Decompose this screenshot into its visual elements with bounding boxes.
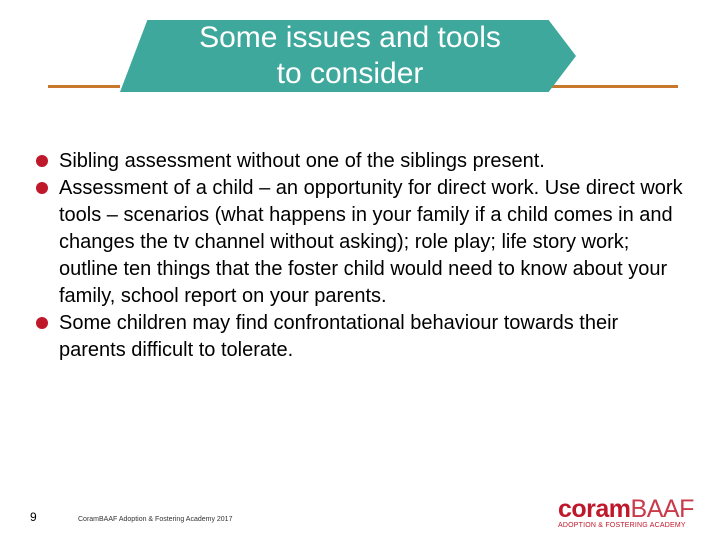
bullet-dot-icon	[36, 317, 48, 329]
logo-wordmark	[558, 496, 694, 522]
title-rule-right	[550, 85, 678, 88]
logo-word-baaf: BAAF	[630, 495, 694, 523]
bullet-dot-icon	[36, 182, 48, 194]
slide-title-line2: to consider	[276, 57, 424, 90]
corambaaf-logo	[558, 495, 694, 530]
bullet-dot-icon	[36, 155, 48, 167]
bullet-list	[36, 148, 686, 364]
page-number: 9	[30, 510, 37, 524]
logo-tagline: ADOPTION & FOSTERING ACADEMY	[558, 522, 686, 529]
footer-copyright: CoramBAAF Adoption & Fostering Academy 2017	[78, 516, 233, 523]
bullet-item	[36, 175, 686, 310]
bullet-text: Assessment of a child – an opportunity for direct work. Use direct work tools – scenarios (what happens in your family if a child comes in and changes the tv channel without asking); role play; life story work; outline ten things that the foster child would need to know about your family, school report on your parents.	[59, 177, 683, 307]
logo-word-coram: coram	[558, 495, 631, 523]
slide-title-line1: Some issues and tools	[199, 21, 501, 54]
title-rule-left	[48, 85, 120, 88]
bullet-text: Sibling assessment without one of the siblings present.	[59, 150, 545, 172]
bullet-text: Some children may find confrontational behaviour towards their parents difficult to tolerate.	[59, 312, 619, 361]
bullet-item	[36, 148, 686, 175]
bullet-item	[36, 310, 686, 364]
slide-title	[160, 20, 540, 92]
